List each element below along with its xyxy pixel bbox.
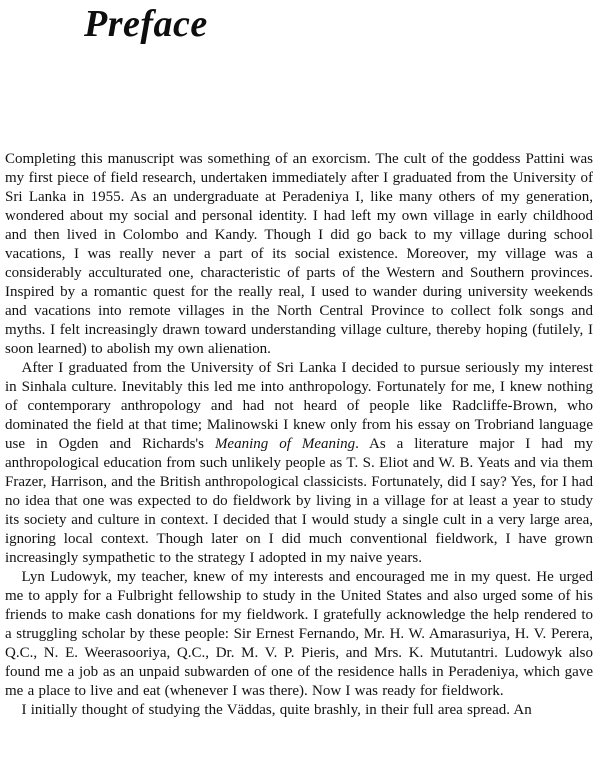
page-title: Preface: [84, 3, 208, 45]
paragraph: [5, 150, 593, 359]
text-run: Lyn Ludowyk, my teacher, knew of my interests and encouraged me in my quest. He urged me to apply for a Fulbright fellowship to study in the United States and also urged some of his friends to make cash donations for my fieldwork. I gratefully acknowledge the help rendered to a struggling scholar by these people: Sir Ernest Fernando, Mr. H. W. Amarasuriya, H. V. Perera, Q.C., N. E. Weerasooriya, Q.C., Dr. M. V. P. Pieris, and Mrs. K. Mututantri. Ludowyk also found me a job as an unpaid subwarden of one of the residence halls in Peradeniya, which gave me a place to live and eat (whenever I was there). Now I was ready for fieldwork.: [5, 569, 593, 699]
text-run: After I graduated from the University of Sri Lanka I decided to pursue seriously my interest in Sinhala culture. Inevitably this led me into anthropology. Fortunately for me, I knew nothing of contemporary anthropology and had not heard of people like Radcliffe-Brown, who dominated the field at that time; Malinowski I knew only from his essay on Trobriand language use in Ogden and Richards's: [5, 360, 593, 452]
text-run: I initially thought of studying the Väddas, quite brashly, in their full area spread. An: [21, 702, 532, 718]
text-run: Completing this manuscript was something of an exorcism. The cult of the goddess Pattini was my first piece of field research, undertaken immediately after I graduated from the University of Sri Lanka in 1955. As an undergraduate at Peradeniya I, like many others of my generation, wondered about my social and personal identity. I had left my own village in early childhood and then lived in Colombo and Kandy. Though I did go back to my village during school vacations, I was really never a part of its social existence. Moreover, my village was a considerably acculturated one, characteristic of parts of the Western and Southern provinces. Inspired by a romantic quest for the really real, I used to wander during university weekends and vacations into remote villages in the North Central Province to collect folk songs and myths. I felt increasingly drawn toward understanding village culture, thereby hoping (futilely, I soon learned) to abolish my own alienation.: [5, 151, 593, 357]
italic-text-run: Meaning of Meaning: [214, 436, 356, 452]
paragraph: [5, 568, 593, 701]
paragraph: [5, 359, 593, 568]
text-run: . As a literature major I had my anthropological education from such unlikely people as T. S. Eliot and W. B. Yeats and via them Frazer, Harrison, and the British anthropological classicists. Fortunately, did I say? Yes, for I had no idea that one was expected to do fieldwork by living in a village for at least a year to study its society and culture in context. I decided that I would study a single cult in a very large area, ignoring local context. Though later on I did much conventional fieldwork, I have grown increasingly sympathetic to the strategy I adopted in my naive years.: [5, 436, 594, 566]
paragraph: [5, 701, 593, 720]
body-text: [5, 150, 593, 720]
